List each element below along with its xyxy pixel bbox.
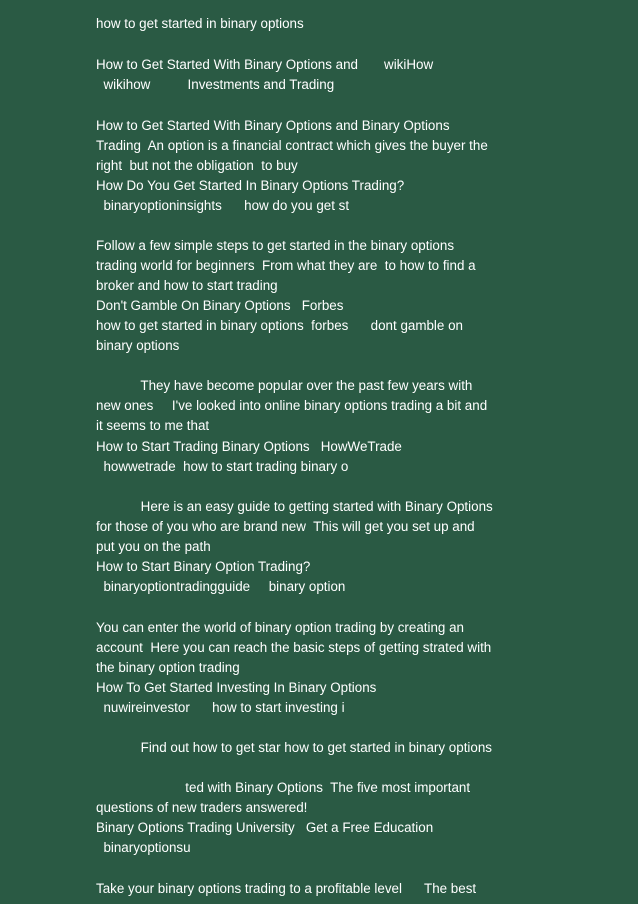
doc-line: how to get started in binary options forbes dont gamble on: [96, 318, 463, 333]
doc-line: nuwireinvestor how to start investing i: [96, 700, 345, 715]
doc-line: Here is an easy guide to getting started with Binary Options: [96, 499, 493, 514]
doc-line: binaryoptiontradingguide binary option: [96, 579, 346, 594]
doc-line: how to get started in binary options: [96, 16, 304, 31]
doc-line: How to Start Binary Option Trading?: [96, 559, 311, 574]
doc-line: How Do You Get Started In Binary Options Trading?: [96, 178, 405, 193]
doc-line: broker and how to start trading: [96, 278, 278, 293]
doc-line: right but not the obligation to buy: [96, 158, 298, 173]
doc-line: Trading An option is a financial contract which gives the buyer the: [96, 138, 488, 153]
doc-line: You can enter the world of binary option trading by creating an: [96, 620, 464, 635]
doc-line: questions of new traders answered!: [96, 800, 308, 815]
doc-line: Don't Gamble On Binary Options Forbes: [96, 298, 344, 313]
doc-line: Follow a few simple steps to get started in the binary options: [96, 238, 455, 253]
doc-line: howwetrade how to start trading binary o: [96, 459, 349, 474]
doc-line: Take your binary options trading to a profitable level The best: [96, 881, 477, 896]
doc-line: for those of you who are brand new This will get you set up and: [96, 519, 475, 534]
doc-line: account Here you can reach the basic steps of getting strated with: [96, 640, 492, 655]
doc-line: How To Get Started Investing In Binary Options: [96, 680, 377, 695]
doc-line: binary options: [96, 338, 180, 353]
doc-line: put you on the path: [96, 539, 211, 554]
doc-line: How to Get Started With Binary Options and wikiHow: [96, 57, 434, 72]
doc-line: new ones I've looked into online binary options trading a bit and: [96, 398, 488, 413]
doc-line: They have become popular over the past few years with: [96, 378, 473, 393]
doc-line: Find out how to get star how to get started in binary options: [96, 740, 492, 755]
doc-line: the binary option trading: [96, 660, 240, 675]
doc-line: it seems to me that: [96, 418, 210, 433]
doc-line: trading world for beginners From what they are to how to find a: [96, 258, 476, 273]
doc-line: binaryoptioninsights how do you get st: [96, 198, 350, 213]
doc-line: How to Start Trading Binary Options HowWeTrade: [96, 439, 402, 454]
doc-line: Binary Options Trading University Get a Free Education: [96, 820, 434, 835]
doc-line: wikihow Investments and Trading: [96, 77, 335, 92]
doc-line: ted with Binary Options The five most important: [96, 780, 471, 795]
doc-line: How to Get Started With Binary Options and Binary Options: [96, 118, 450, 133]
doc-line: binaryoptionsu: [96, 840, 191, 855]
